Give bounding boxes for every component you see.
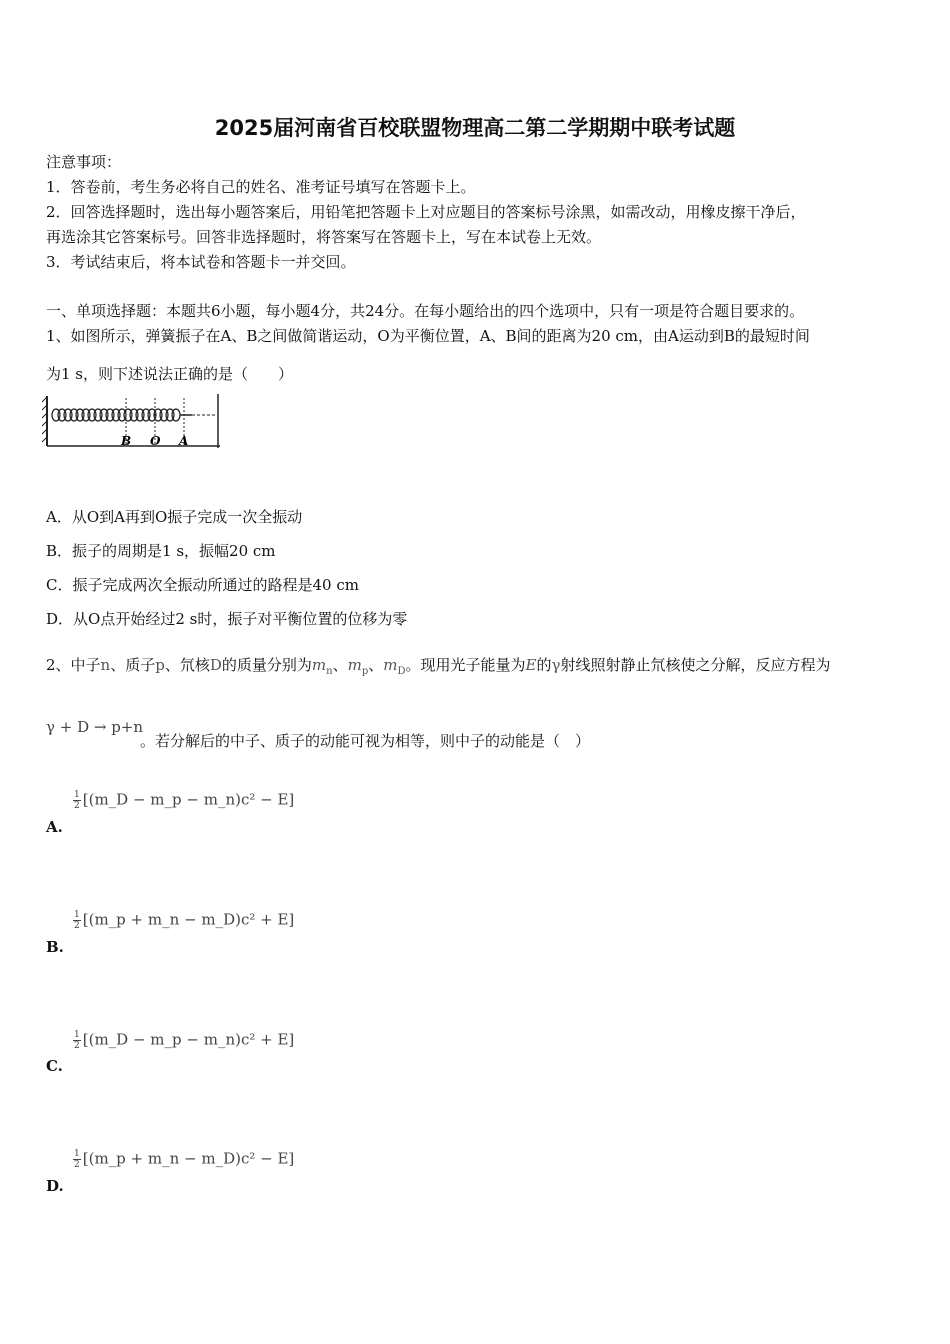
q2-option-a-letter: A. [46, 818, 63, 836]
reaction-equation: γ + D → p+n [46, 718, 144, 736]
q2-option-b-letter: B. [46, 938, 64, 956]
q2-stem-line-1 [46, 655, 831, 682]
q2-text: 的质量分别为 [221, 656, 312, 674]
figure-label-o: O [150, 434, 161, 448]
deuteron-symbol: D [209, 656, 222, 674]
notice-line-4: 3．考试结束后，将本试卷和答题卡一并交回。 [46, 253, 356, 271]
q1-option-b: B．振子的周期是1 s，振幅20 cm [46, 542, 276, 560]
mass-d-subscript: D [397, 666, 406, 677]
q2-option-d-letter: D. [46, 1177, 64, 1195]
q2-text: 2、中子 [46, 656, 101, 674]
half-fraction: $\frac{1}{2}$ [74, 790, 80, 811]
mass-p-subscript: p [361, 666, 369, 677]
q2-option-c-letter: C. [46, 1057, 63, 1075]
q2-option-d-expression: $\frac{1}{2}$ [(m_p + m_n − m_D)c² − E] [74, 1149, 295, 1170]
q1-option-d: D．从O点开始经过2 s时，振子对平衡位置的位移为零 [46, 610, 408, 628]
mass-d-symbol: m [383, 656, 398, 674]
q1-option-c: C．振子完成两次全振动所通过的路程是40 cm [46, 576, 359, 594]
q2-text: 、 [368, 656, 384, 674]
q2-option-c-expression: $\frac{1}{2}$ [(m_D − m_p − m_n)c² + E] [74, 1030, 295, 1051]
q2-text: 、质子 [110, 656, 156, 674]
half-fraction: $\frac{1}{2}$ [74, 910, 80, 931]
section-heading: 一、单项选择题：本题共6小题，每小题4分，共24分。在每小题给出的四个选项中，只有一项是符合题目要求的。 [46, 302, 805, 320]
mass-n-symbol: m [311, 656, 327, 674]
half-fraction: $\frac{1}{2}$ [74, 1149, 80, 1170]
q2-text: 射线照射静止氘核使之分解，反应方程为 [560, 656, 831, 674]
q2-text: 、氘核 [164, 656, 210, 674]
half-fraction: $\frac{1}{2}$ [74, 1030, 80, 1051]
spring-oscillator-figure [42, 392, 227, 454]
q2-option-a-expression: $\frac{1}{2}$ [(m_D − m_p − m_n)c² − E] [74, 790, 295, 811]
energy-symbol: E [525, 656, 537, 674]
figure-label-b: B [121, 434, 132, 448]
gamma-symbol: γ [551, 656, 561, 674]
notice-line-2: 2．回答选择题时，选出每小题答案后，用铅笔把答题卡上对应题目的答案标号涂黑，如需改动，用橡皮擦干净后， [46, 203, 806, 221]
page-title: 2025届河南省百校联盟物理高二第二学期期中联考试题 [214, 116, 736, 140]
notice-heading: 注意事项： [46, 153, 122, 171]
q1-option-a: A．从O到A再到O振子完成一次全振动 [46, 508, 303, 526]
q2-text: 。现用光子能量为 [405, 656, 526, 674]
figure-label-a: A [179, 434, 189, 448]
q2-option-b-expression: $\frac{1}{2}$ [(m_p + m_n − m_D)c² + E] [74, 910, 295, 931]
q1-stem-line-2: 为1 s，则下述说法正确的是（ ） [46, 365, 294, 383]
notice-line-1: 1．答卷前，考生务必将自己的姓名、准考证号填写在答题卡上。 [46, 178, 476, 196]
notice-line-3: 再选涂其它答案标号。回答非选择题时，将答案写在答题卡上，写在本试卷上无效。 [46, 228, 602, 246]
neutron-symbol: n [100, 656, 111, 674]
q2-text: 的 [536, 656, 552, 674]
mass-n-subscript: n [326, 666, 333, 677]
mass-p-symbol: m [347, 656, 362, 674]
proton-symbol: p [155, 656, 165, 674]
q2-stem-line-2: 。若分解后的中子、质子的动能可视为相等，则中子的动能是（ ） [140, 732, 591, 750]
q1-stem-line-1: 1、如图所示，弹簧振子在A、B之间做简谐运动，O为平衡位置，A、B间的距离为20 cm，由A运动到B的最短时间 [46, 327, 810, 345]
q2-text: 、 [332, 656, 348, 674]
